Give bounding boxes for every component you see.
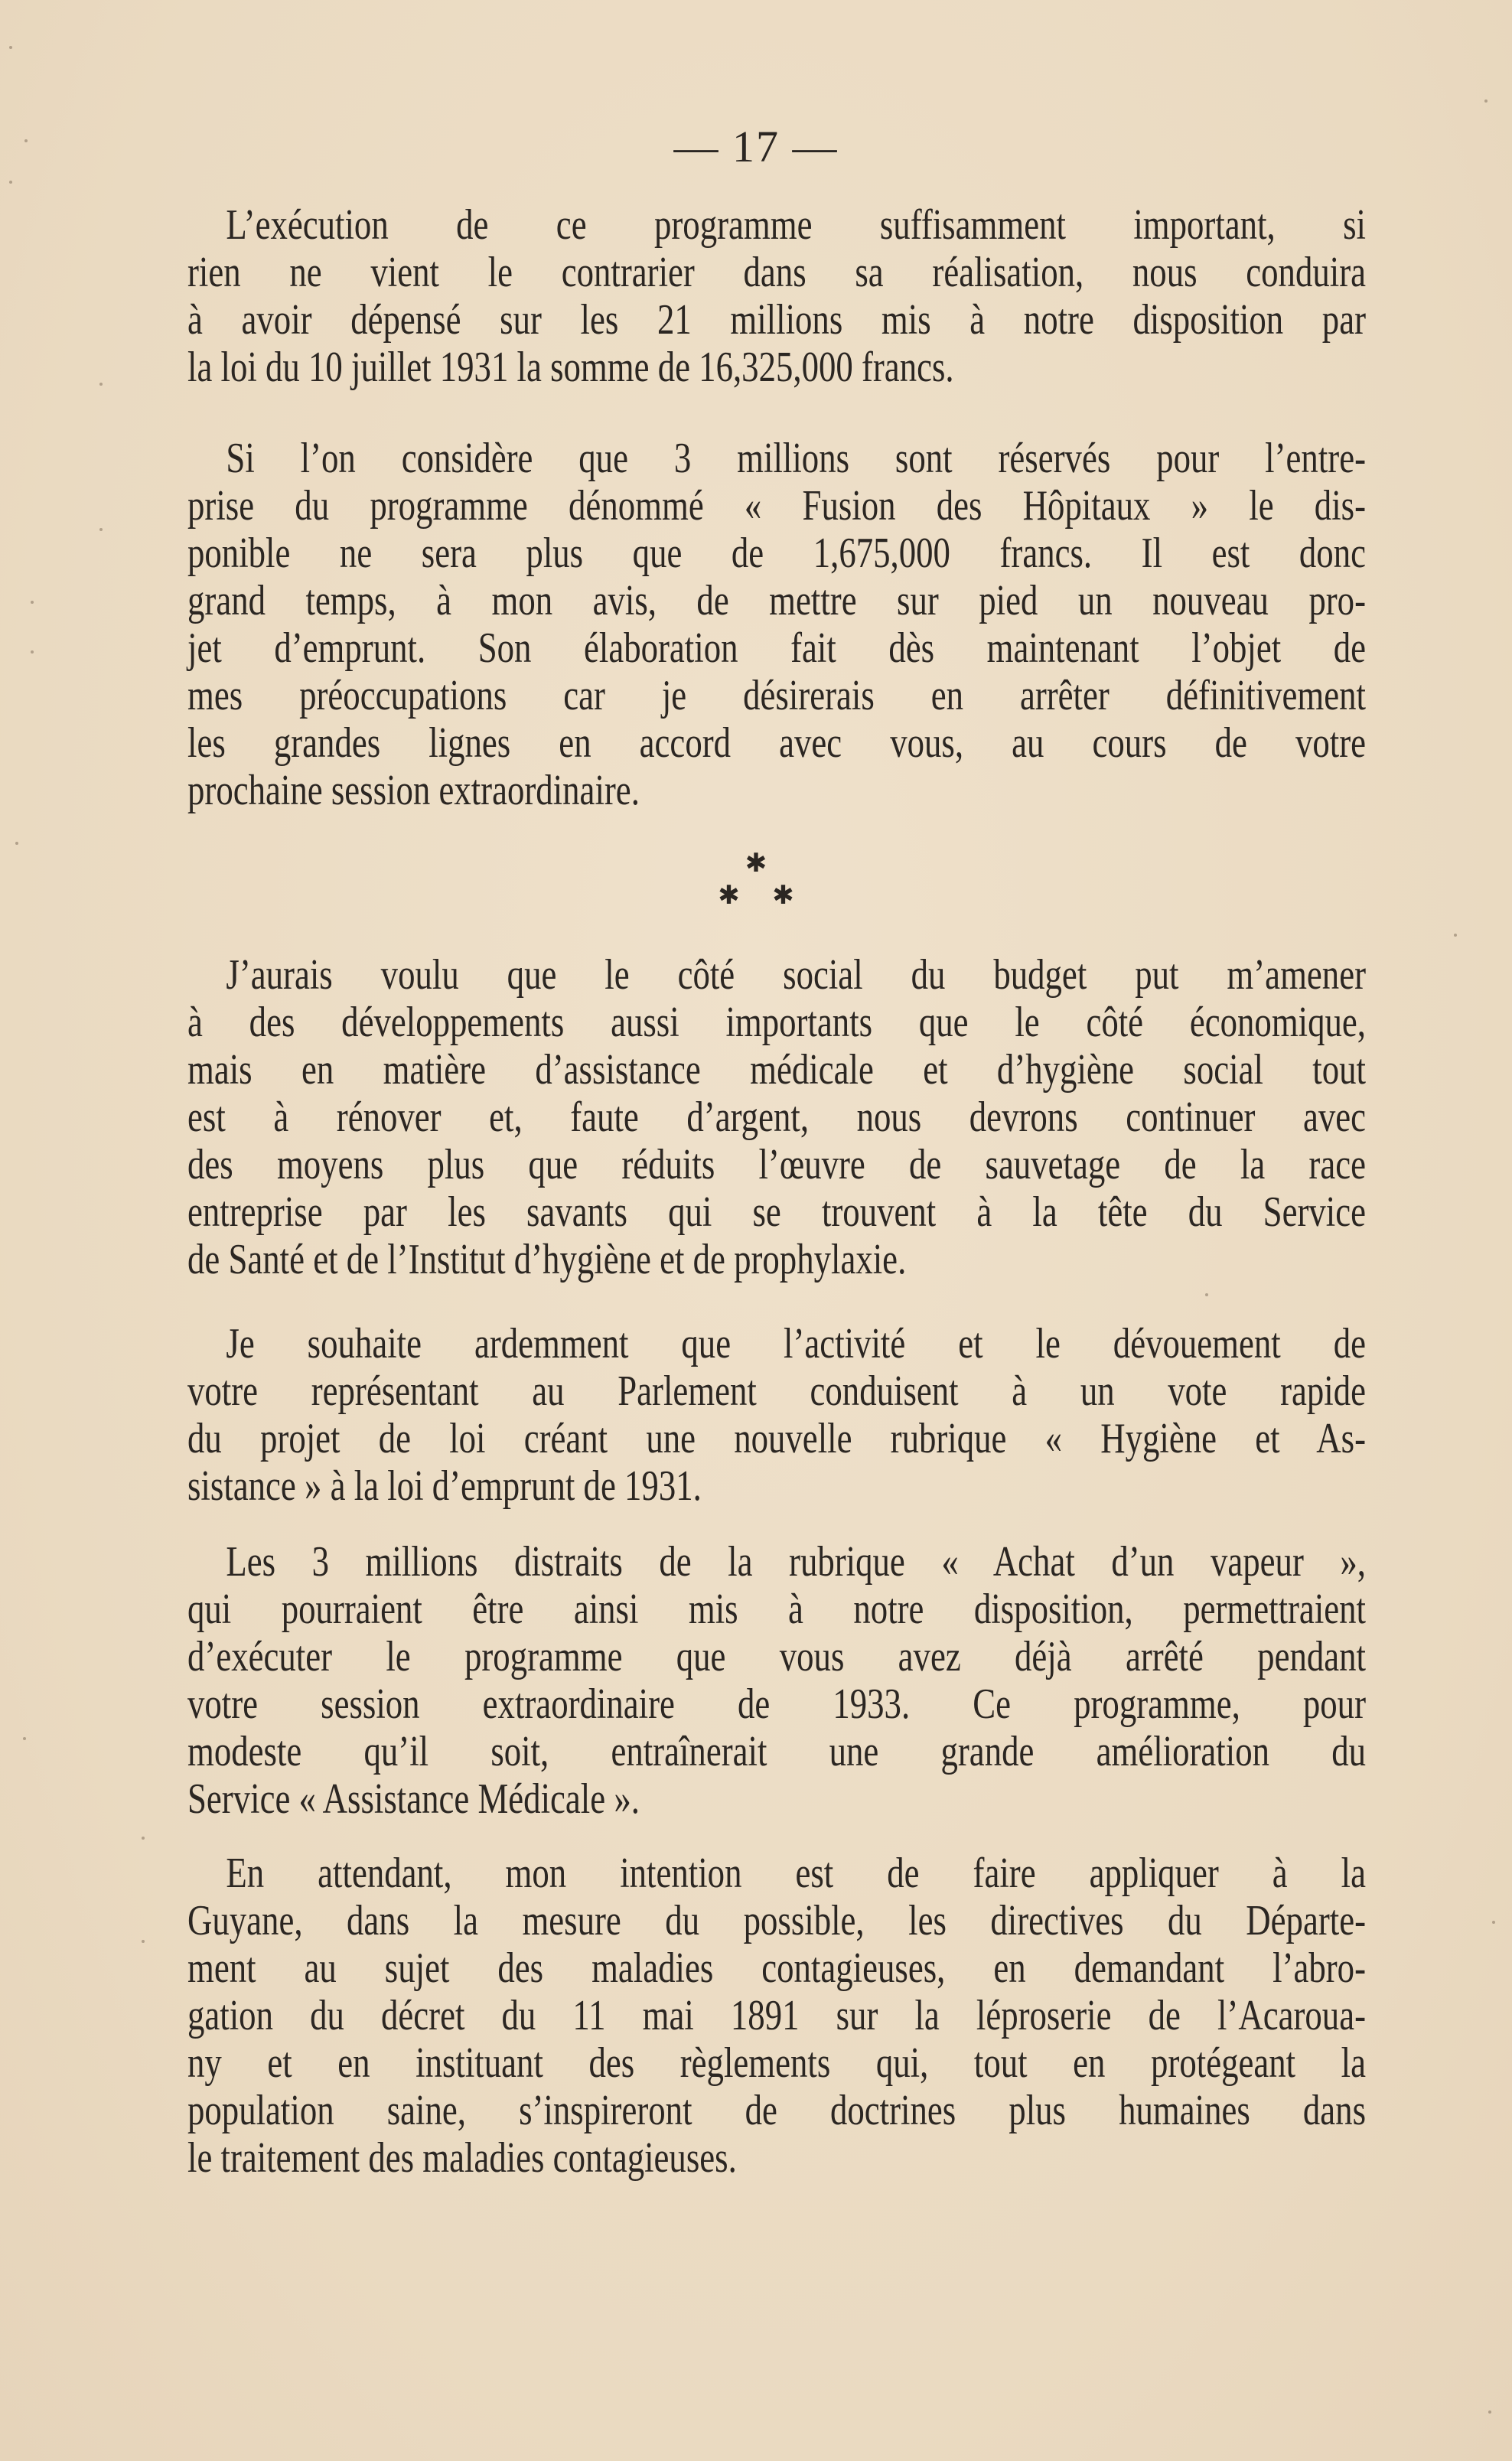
paragraph-2 bbox=[187, 435, 1366, 814]
text-line: ponible ne sera plus que de 1,675,000 francs. Il est donc bbox=[187, 530, 1366, 577]
text-line: gation du décret du 11 mai 1891 sur la léproserie de l’Acaroua- bbox=[187, 1992, 1366, 2039]
text-line: Je souhaite ardemment que l’activité et le dévouement de bbox=[226, 1320, 1366, 1367]
paper-speck bbox=[31, 601, 34, 604]
paper-speck bbox=[99, 528, 103, 531]
text-line: le traitement des maladies contagieuses. bbox=[187, 2134, 737, 2182]
paper-speck bbox=[142, 1940, 145, 1943]
text-line: J’aurais voulu que le côté social du budget put m’amener bbox=[226, 951, 1366, 999]
paper-speck bbox=[1454, 934, 1457, 937]
text-line: du projet de loi créant une nouvelle rubrique « Hygiène et As- bbox=[187, 1415, 1366, 1462]
text-line: modeste qu’il soit, entraînerait une grande amélioration du bbox=[187, 1728, 1366, 1775]
text-line: sistance » à la loi d’emprunt de 1931. bbox=[187, 1462, 702, 1510]
text-line: rien ne vient le contrarier dans sa réalisation, nous conduira bbox=[187, 249, 1366, 296]
text-line: à avoir dépensé sur les 21 millions mis à notre disposition par bbox=[187, 296, 1366, 344]
text-line: grand temps, à mon avis, de mettre sur pied un nouveau pro- bbox=[187, 577, 1366, 624]
paragraph-1 bbox=[187, 201, 1366, 391]
paper-speck bbox=[142, 1837, 145, 1840]
separator-star-top: ✱ bbox=[745, 849, 767, 878]
text-line: qui pourraient être ainsi mis à notre disposition, permettraient bbox=[187, 1586, 1366, 1633]
paper-speck bbox=[9, 46, 12, 49]
text-line: L’exécution de ce programme suffisamment important, si bbox=[226, 201, 1366, 249]
paragraph-4 bbox=[187, 1320, 1366, 1510]
text-line: entreprise par les savants qui se trouvent à la tête du Service bbox=[187, 1188, 1366, 1236]
paper-speck bbox=[24, 139, 28, 142]
text-line: En attendant, mon intention est de faire appliquer à la bbox=[226, 1850, 1366, 1897]
text-line: de Santé et de l’Institut d’hygiène et de prophylaxie. bbox=[187, 1236, 907, 1283]
text-line: les grandes lignes en accord avec vous, au cours de votre bbox=[187, 719, 1366, 767]
text-line: Les 3 millions distraits de la rubrique « Achat d’un vapeur », bbox=[226, 1538, 1366, 1586]
text-line: d’exécuter le programme que vous avez déjà arrêté pendant bbox=[187, 1633, 1366, 1680]
text-line: votre représentant au Parlement conduisent à un vote rapide bbox=[187, 1367, 1366, 1415]
page-number: — 17 — bbox=[673, 122, 839, 171]
paragraph-3 bbox=[187, 951, 1366, 1283]
text-line: ny et en instituant des règlements qui, tout en protégeant la bbox=[187, 2039, 1366, 2087]
text-line: votre session extraordinaire de 1933. Ce programme, pour bbox=[187, 1680, 1366, 1728]
text-line: prochaine session extraordinaire. bbox=[187, 767, 640, 814]
paper-speck bbox=[1484, 99, 1488, 103]
text-line: des moyens plus que réduits l’œuvre de sauvetage de la race bbox=[187, 1141, 1366, 1188]
paragraph-5 bbox=[187, 1538, 1366, 1823]
text-line: Guyane, dans la mesure du possible, les directives du Départe- bbox=[187, 1897, 1366, 1944]
text-line: Si l’on considère que 3 millions sont réservés pour l’entre- bbox=[226, 435, 1366, 482]
text-line: Service « Assistance Médicale ». bbox=[187, 1775, 640, 1823]
paper-speck bbox=[1205, 1293, 1208, 1296]
paper-speck bbox=[31, 650, 34, 654]
section-separator bbox=[0, 848, 1512, 911]
text-line: population saine, s’inspireront de doctrines plus humaines dans bbox=[187, 2087, 1366, 2134]
paragraph-6 bbox=[187, 1850, 1366, 2182]
text-line: à des développements aussi importants que le côté économique, bbox=[187, 999, 1366, 1046]
text-line: mes préoccupations car je désirerais en arrêter définitivement bbox=[187, 672, 1366, 719]
separator-stars-bottom: ✱ ✱ bbox=[718, 882, 794, 910]
paper-speck bbox=[15, 842, 18, 845]
paper-speck bbox=[1488, 2410, 1491, 2414]
text-line: prise du programme dénommé « Fusion des Hôpitaux » le dis- bbox=[187, 482, 1366, 530]
text-line: est à rénover et, faute d’argent, nous devrons continuer avec bbox=[187, 1094, 1366, 1141]
text-line: la loi du 10 juillet 1931 la somme de 16,325,000 francs. bbox=[187, 344, 954, 391]
text-line: mais en matière d’assistance médicale et d’hygiène social tout bbox=[187, 1046, 1366, 1094]
paper-speck bbox=[9, 181, 12, 184]
paper-speck bbox=[1492, 1921, 1495, 1924]
text-line: jet d’emprunt. Son élaboration fait dès maintenant l’objet de bbox=[187, 624, 1366, 672]
text-line: ment au sujet des maladies contagieuses, en demandant l’abro- bbox=[187, 1944, 1366, 1992]
paper-speck bbox=[23, 1737, 26, 1740]
paper-speck bbox=[99, 383, 103, 386]
